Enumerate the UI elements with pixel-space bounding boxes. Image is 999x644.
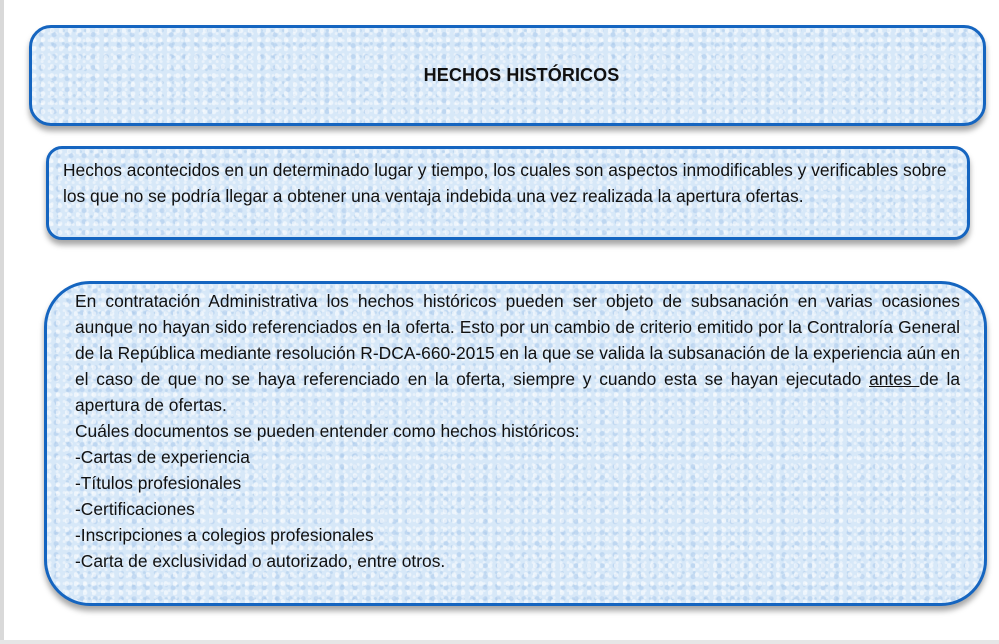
list-item: -Cartas de experiencia — [75, 447, 250, 467]
explanation-text-start: En contratación Administrativa los hechos históricos pueden ser objeto de subsanación en varias ocasiones aunque no hayan sido referenciados en la oferta. Esto por un cambio de criterio emitido por la Contraloría General de la República mediante resolución R-DCA-660-2015 en la que se valida la subsanación de la experiencia aún en el caso de que no se haya referenciado en la oferta, siempre y cuando esta se hayan ejecutado — [75, 291, 960, 389]
definition-text: Hechos acontecidos en un determinado lugar y tiempo, los cuales son aspectos inmodificables y verificables sobre los que no se podría llegar a obtener una ventaja indebida una vez realizada la apertura ofertas. — [63, 160, 947, 206]
slide-bottom-edge — [0, 640, 999, 644]
slide-left-edge — [0, 0, 4, 644]
explanation-box — [44, 281, 987, 606]
explanation-underlined-word: antes — [869, 369, 920, 389]
definition-box — [46, 146, 970, 240]
page-title: HECHOS HISTÓRICOS — [423, 65, 620, 85]
explanation-text-end: de la apertura de ofertas. — [75, 369, 960, 415]
explanation-paragraph — [75, 288, 960, 418]
list-item: -Inscripciones a colegios profesionales — [75, 525, 374, 545]
list-item: -Carta de exclusividad o autorizado, entre otros. — [75, 551, 446, 571]
title-box — [29, 25, 986, 126]
list-intro: Cuáles documentos se pueden entender como hechos históricos: — [75, 421, 580, 441]
list-item: -Títulos profesionales — [75, 473, 242, 493]
list-item: -Certificaciones — [75, 499, 195, 519]
